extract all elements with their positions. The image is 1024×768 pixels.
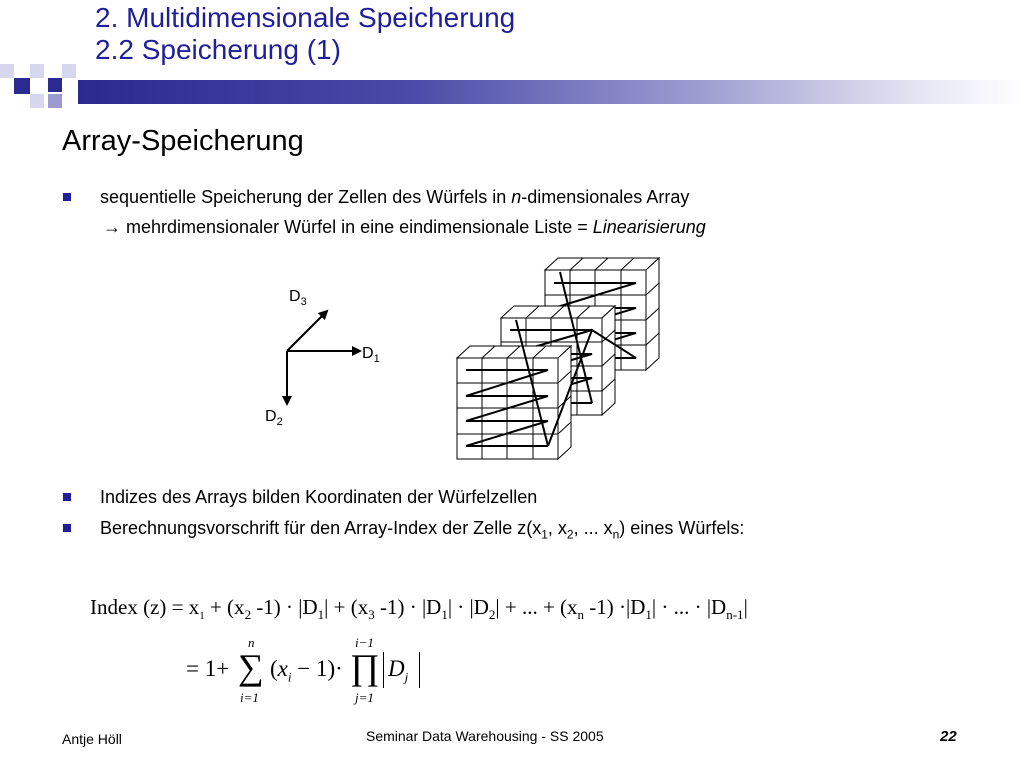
bullet-3-sub-2: 2 — [566, 527, 574, 542]
f1-f-sub: 2 — [488, 607, 496, 623]
f1-i: | · ... · |D — [651, 595, 727, 619]
cube-slice-front — [457, 346, 571, 459]
f1-d: | + (x — [324, 595, 369, 619]
bullet-marker-3 — [63, 524, 71, 532]
f2-prod-bottom: j=1 — [355, 690, 374, 705]
f1-d-sub: 3 — [368, 607, 375, 623]
f2-x: x — [277, 656, 288, 681]
axis-d1-sub: 1 — [373, 353, 380, 366]
f1-b-sub: 2 — [244, 607, 252, 623]
footer-page-number: 22 — [940, 728, 957, 745]
f1-a-sub: 1 — [199, 610, 205, 623]
f1-g: | + ... + (x — [495, 595, 578, 619]
section-heading: Array-Speicherung — [62, 125, 304, 157]
arrow-right-icon: → — [103, 217, 121, 237]
f2-D-term — [388, 656, 408, 691]
f2-sum-bottom: i=1 — [240, 690, 259, 705]
f2-D: D — [388, 656, 405, 681]
f1-h-sub: 1 — [645, 607, 652, 623]
axis-d2-sub: 2 — [276, 416, 283, 429]
bullet-3-text — [100, 517, 744, 546]
product-symbol-icon: ∏ — [350, 647, 380, 687]
bullet-1-part-a: sequentielle Speicherung der Zellen des Würfels in — [100, 187, 512, 207]
f1-f: | · |D — [447, 595, 489, 619]
title-line-1: 2. Multidimensionale Speicherung — [95, 2, 516, 33]
f1-j: | — [743, 595, 748, 619]
coordinate-axes — [287, 311, 360, 404]
f1-h: -1) ·|D — [584, 595, 646, 619]
axis-d1-letter: D — [362, 345, 374, 362]
axis-d2-letter: D — [265, 408, 277, 425]
f1-g-sub: n — [577, 607, 585, 623]
footer-center: Seminar Data Warehousing - SS 2005 — [366, 728, 604, 744]
f1-b: + (x — [204, 595, 245, 619]
bullet-3-sub-n: n — [612, 527, 620, 542]
f1-e-sub: 1 — [441, 607, 448, 623]
f2-paren-open: ( — [270, 656, 278, 681]
bullet-marker-2 — [63, 493, 71, 501]
f2-eq: = 1+ — [186, 656, 230, 681]
f1-c: -1) · |D — [251, 595, 318, 619]
bullet-3-part-4: ) eines Würfels: — [619, 518, 745, 538]
f2-paren-term — [270, 656, 343, 691]
formula-line-1 — [90, 594, 748, 629]
axis-label-d1 — [362, 343, 380, 370]
abs-bar-left — [383, 652, 384, 688]
bullet-3-sub-1: 1 — [541, 527, 548, 542]
abs-bar-right — [419, 652, 420, 688]
f2-x-sub: i — [287, 669, 292, 685]
bullet-3-part-3: , ... x — [573, 518, 613, 538]
bullet-2-text: Indizes des Arrays bilden Koordinaten der Würfelzellen — [100, 487, 538, 507]
axis-d3-sub: 3 — [300, 296, 307, 309]
f1-c-sub: 1 — [317, 607, 325, 623]
axis-label-d3 — [289, 286, 307, 313]
f2-minus: − 1)· — [291, 656, 343, 681]
bullet-3-part-2: , x — [547, 518, 567, 538]
f1-a: Index (z) = x — [90, 595, 200, 619]
bullet-1-part-b: -dimensionales Array — [521, 187, 690, 207]
axis-label-d2 — [265, 406, 283, 433]
axis-d3-letter: D — [289, 288, 301, 305]
f2-D-sub: j — [404, 669, 409, 685]
bullet-1-linearisierung: Linearisierung — [592, 217, 706, 237]
f2-prod-top: i−1 — [355, 635, 374, 650]
title-line-2: 2.2 Speicherung (1) — [95, 34, 341, 65]
footer-author: Antje Höll — [62, 731, 122, 747]
axis-d3-arrow — [287, 311, 327, 351]
bullet-1-italic-n: n — [511, 187, 522, 207]
f2-sum-top: n — [248, 635, 255, 650]
bullet-3-part-1: Berechnungsvorschrift für den Array-Index der Zelle z(x — [100, 518, 542, 538]
f1-e: -1) · |D — [374, 595, 442, 619]
sum-symbol-icon: ∑ — [238, 647, 264, 687]
bullet-1-line-2-text: mehrdimensionaler Würfel in eine eindimensionale Liste = — [121, 217, 593, 237]
f1-i-sub: n-1 — [726, 607, 744, 623]
